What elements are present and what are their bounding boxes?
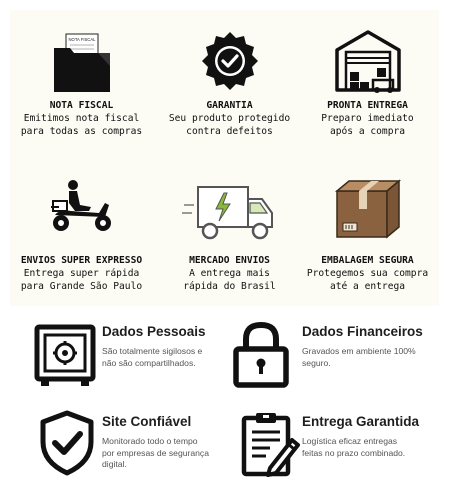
package-box-icon — [296, 177, 439, 241]
feature-title: GARANTIA — [206, 100, 253, 111]
motorcycle-courier-icon — [10, 177, 153, 239]
security-line: seguro. — [302, 357, 331, 368]
security-line: digital. — [102, 459, 127, 469]
feature-line: contra defeitos — [186, 126, 273, 137]
feature-title: EMBALAGEM SEGURA — [321, 255, 414, 266]
feature-line: Emitimos nota fiscal — [23, 113, 140, 124]
warehouse-icon — [296, 28, 439, 94]
security-title: Entrega Garantida — [302, 414, 420, 429]
feature-line: Seu produto protegido — [168, 113, 291, 124]
feature-line: rápida do Brasil — [183, 281, 276, 292]
shield-check-icon — [38, 410, 96, 481]
feature-title: PRONTA ENTREGA — [327, 100, 408, 111]
security-title: Site Confiável — [102, 414, 192, 429]
feature-title: MERCADO ENVIOS — [189, 255, 270, 266]
security-line: Monitorado todo o tempo — [102, 436, 198, 446]
feature-title: ENVIOS SUPER EXPRESSO — [20, 255, 143, 266]
feature-line: Preparo imediato — [321, 113, 414, 124]
feature-line: até a entrega — [329, 281, 406, 292]
svg-text:NOTA FISCAL: NOTA FISCAL — [68, 37, 95, 42]
electric-truck-icon — [158, 181, 301, 245]
invoice-folder-icon — [10, 32, 153, 94]
security-line: Logística eficaz entregas — [302, 436, 398, 446]
feature-line: Entrega super rápida — [23, 268, 140, 279]
security-title: Dados Financeiros — [302, 324, 423, 339]
security-line: São totalmente sigilosos e — [102, 346, 203, 356]
warranty-seal-icon — [158, 30, 301, 92]
security-line: por empresas de segurança — [102, 447, 210, 458]
feature-line: após a compra — [329, 126, 406, 137]
feature-line: A entrega mais — [189, 268, 270, 279]
security-title: Dados Pessoais — [102, 324, 206, 339]
clipboard-pen-icon — [240, 410, 302, 483]
feature-line: para todas as compras — [20, 126, 143, 137]
feature-title: NOTA FISCAL — [49, 100, 114, 111]
safe-icon — [34, 324, 98, 393]
security-line: não são compartilhados. — [102, 357, 196, 368]
feature-line: Protegemos sua compra — [306, 268, 429, 279]
security-line: Gravados em ambiente 100% — [302, 346, 416, 356]
feature-line: para Grande São Paulo — [20, 281, 143, 292]
security-line: feitas no prazo combinado. — [302, 447, 406, 458]
padlock-icon — [233, 320, 289, 393]
